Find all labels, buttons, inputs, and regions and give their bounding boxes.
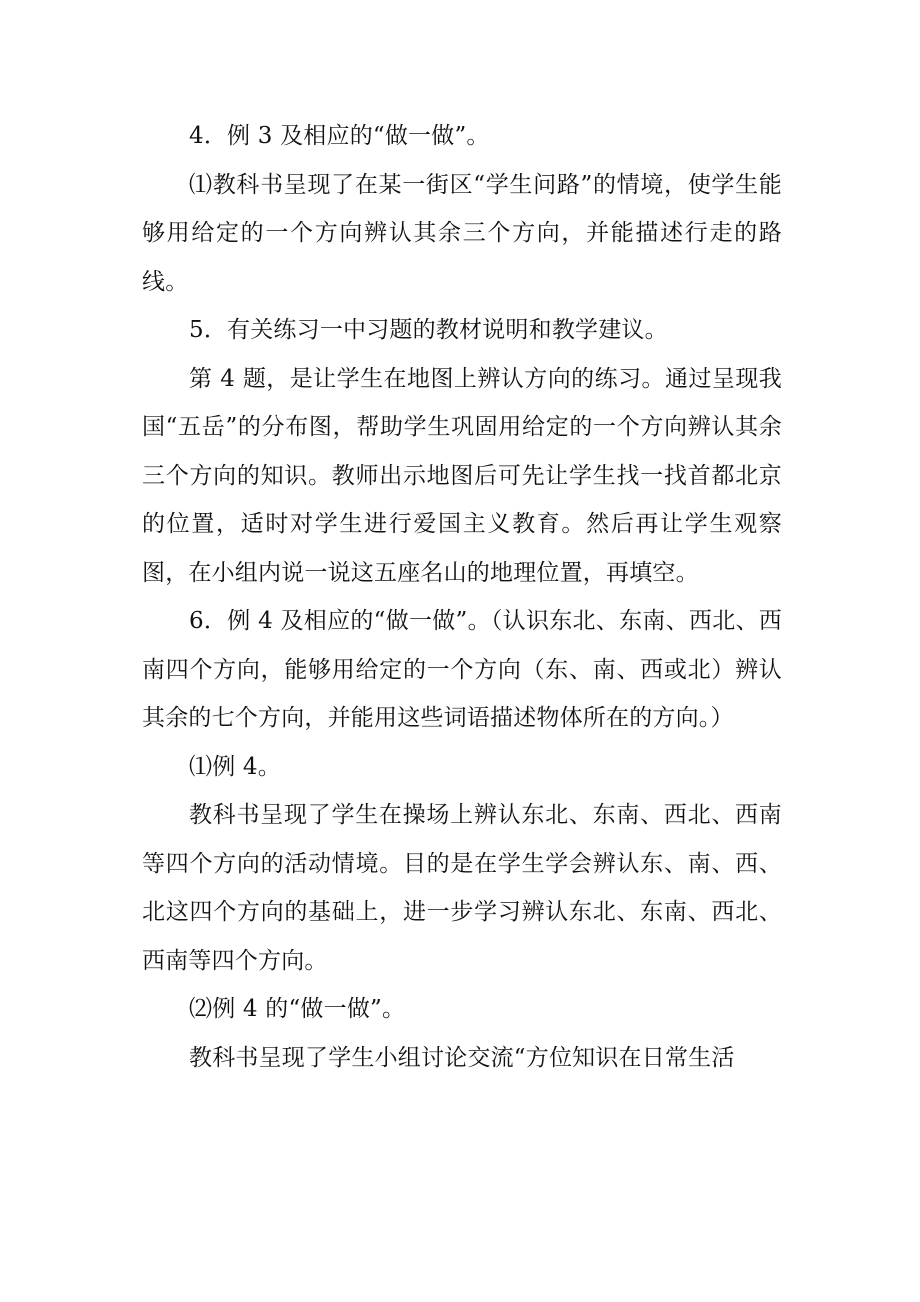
paragraph-example-4-item-1: ⑴例 4。: [189, 753, 281, 780]
paragraph-example-4-item-2: ⑵例 4 的“做一做”。: [189, 996, 406, 1022]
paragraph-example-4-discussion: 教科书呈现了学生小组讨论交流“方位知识在日常生活: [189, 1044, 735, 1071]
paragraph-example-4-heading: 6．例 4 及相应的“做一做”。（认识东北、东南、西北、西南四个方向，能够用给定的一个方向（东、南、西或北）辨认其余的七个方向，并能用这些词语描述物体所在的方向。）: [142, 608, 782, 731]
paragraph-example-3-heading: 4．例 3 及相应的“做一做”。: [189, 123, 490, 149]
paragraph-exercise-1-heading: 5．有关练习一中习题的教材说明和教学建议。: [189, 317, 668, 343]
paragraph-question-4: 第 4 题，是让学生在地图上辨认方向的练习。通过呈现我国“五岳”的分布图，帮助学生巩固用给定的一个方向辨认其余三个方向的知识。教师出示地图后可先让学生找一找首都北京的位置，适时对学生进行爱国主义教育。然后再让学生观察图，在小组内说一说这五座名山的地理位置，再填空。: [142, 365, 782, 586]
paragraph-example-4-description: 教科书呈现了学生在操场上辨认东北、东南、西北、西南等四个方向的活动情境。目的是在学生学会辨认东、南、西、北这四个方向的基础上，进一步学习辨认东北、东南、西北、西南等四个方向。: [142, 802, 782, 974]
paragraph-example-3-item-1: ⑴教科书呈现了在某一街区“学生问路”的情境，使学生能够用给定的一个方向辨认其余三个方向，并能描述行走的路线。: [142, 171, 782, 295]
document-body: [142, 112, 782, 1082]
